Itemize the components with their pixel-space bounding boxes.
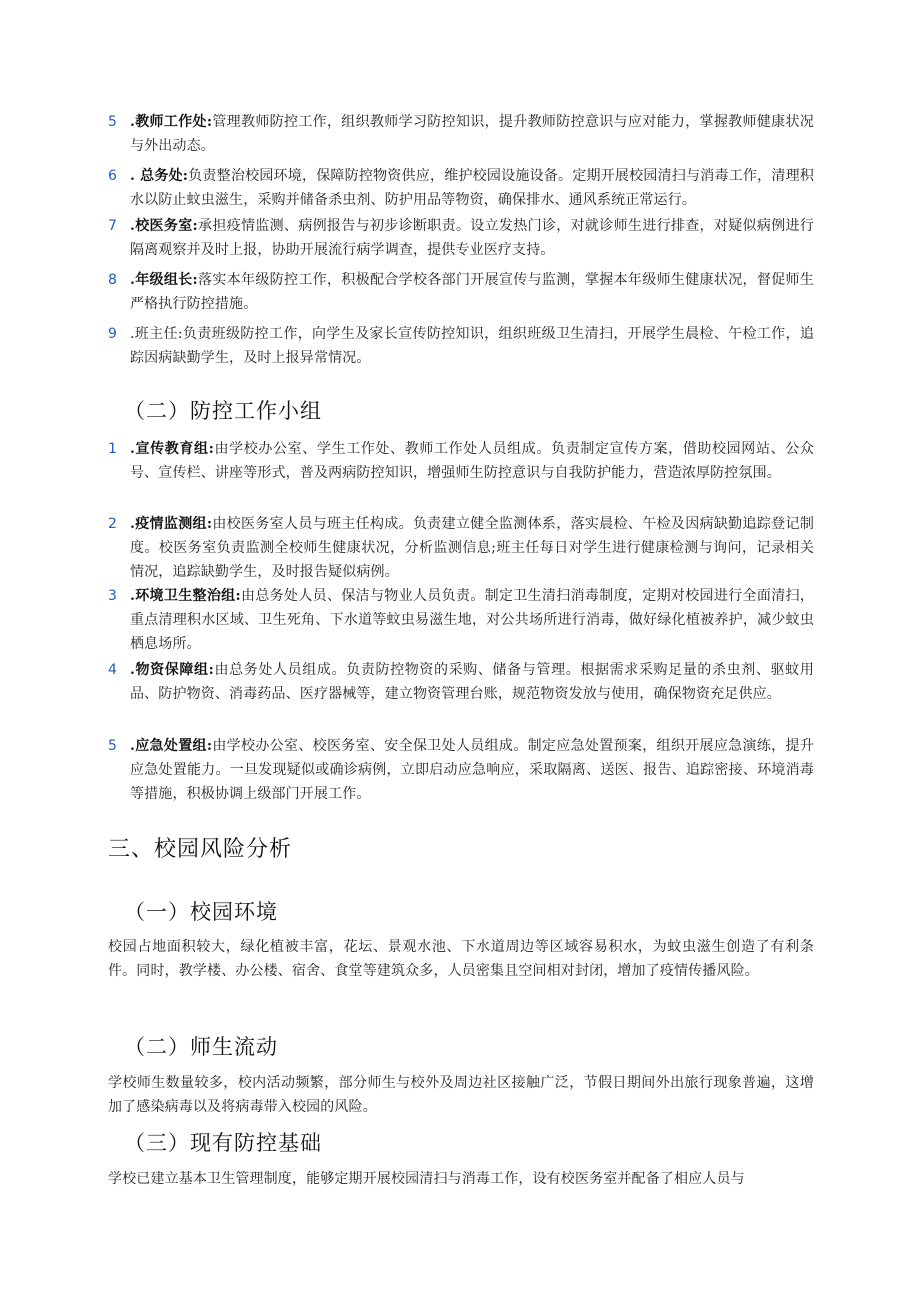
foundation-heading: （三）现有防控基础	[124, 1131, 322, 1155]
item-text: 落实本年级防控工作，积极配合学校各部门开展宣传与监测，掌握本年级师生健康状况，督促师生严格执行防控措施。	[130, 272, 815, 312]
item-text: 班主任:负责班级防控工作，向学生及家长宣传防控知识，组织班级卫生清扫，开展学生晨检、午检工作，追踪因病缺勤学生，及时上报异常情况。	[130, 326, 814, 366]
list-item: 8 .年级组长:落实本年级防控工作，积极配合学校各部门开展宣传与监测，掌握本年级师生健康状况，督促师生严格执行防控措施。	[108, 268, 814, 316]
environment-heading: （一）校园环境	[124, 900, 278, 924]
item-text: 由学校办公室、学生工作处、教师工作处人员组成。负责制定宣传方案，借助校园网站、公众号、宣传栏、讲座等形式，普及两病防控知识，增强师生防控意识与自我防护能力，营造浓厚防控氛围。	[130, 441, 814, 481]
list-number: 5	[108, 114, 117, 130]
list-number: 9	[108, 326, 117, 342]
item-text: 由校医务室人员与班主任构成。负责建立健全监测体系，落实晨检、午检及因病缺勤追踪登记制度。校医务室负责监测全校师生健康状况，分析监测信息;班主任每日对学生进行健康检测与询问，记录相关情况，追踪缺勤学生，及时报告疑似病例。	[130, 516, 814, 580]
item-label: 年级组长:	[135, 272, 198, 288]
list-number: 5	[108, 738, 117, 754]
section-heading: 三、校园风险分析	[108, 837, 293, 862]
item-label: 宣传教育组:	[135, 441, 215, 457]
item-text: 由学校办公室、校医务室、安全保卫处人员组成。制定应急处置预案，组织开展应急演练，提升应急处置能力。一旦发现疑似或确诊病例，立即启动应急响应，采取隔离、送医、报告、追踪密接、环境消毒等措施，积极协调上级部门开展工作。	[130, 738, 814, 802]
item-label: 总务处:	[140, 168, 189, 184]
mobility-heading: （二）师生流动	[124, 1035, 278, 1059]
list-item: 6 . 总务处:负责整治校园环境，保障防控物资供应，维护校园设施设备。定期开展校园清扫与消毒工作，清理积水以防止蚊虫滋生，采购并储备杀虫剂、防护用品等物资，确保排水、通风系统正常运行。	[108, 164, 814, 212]
item-text: 由总务处人员、保洁与物业人员负责。制定卫生清扫消毒制度，定期对校园进行全面清扫，重点清理积水区域、卫生死角、下水道等蚊虫易滋生地，对公共场所进行消毒，做好绿化植被养护，减少蚊虫栖息场所。	[130, 588, 815, 652]
item-text: 承担疫情监测、病例报告与初步诊断职责。设立发热门诊，对就诊师生进行排查，对疑似病例进行隔离观察并及时上报，协助开展流行病学调查，提供专业医疗支持。	[130, 218, 815, 258]
list-item: 5 .应急处置组:由学校办公室、校医务室、安全保卫处人员组成。制定应急处置预案，组织开展应急演练，提升应急处置能力。一旦发现疑似或确诊病例，立即启动应急响应，采取隔离、送医、报告、追踪密接、环境消毒等措施，积极协调上级部门开展工作。	[108, 734, 814, 806]
foundation-paragraph: 学校已建立基本卫生管理制度，能够定期开展校园清扫与消毒工作，设有校医务室并配备了相应人员与	[108, 1171, 745, 1187]
item-label: 物资保障组:	[135, 662, 215, 678]
list-number: 2	[108, 516, 117, 532]
item-label: 教师工作处:	[135, 114, 213, 130]
list-number: 7	[108, 218, 117, 234]
item-label: 疫情监测组:	[135, 516, 213, 532]
list-item: 9 .班主任:负责班级防控工作，向学生及家长宣传防控知识，组织班级卫生清扫，开展学生晨检、午检工作，追踪因病缺勤学生，及时上报异常情况。	[108, 322, 814, 370]
environment-paragraph: 校园占地面积较大，绿化植被丰富，花坛、景观水池、下水道周边等区域容易积水，为蚊虫滋生创造了有利条件。同时，教学楼、办公楼、宿舍、食堂等建筑众多，人员密集且空间相对封闭，增加了疫情传播风险。	[108, 939, 814, 979]
item-text: 由总务处人员组成。负责防控物资的采购、储备与管理。根据需求采购足量的杀虫剂、驱蚊用品、防护物资、消毒药品、医疗器械等，建立物资管理台账，规范物资发放与使用，确保物资充足供应。	[130, 662, 814, 702]
item-text: 负责整治校园环境，保障防控物资供应，维护校园设施设备。定期开展校园清扫与消毒工作，清理积水以防止蚊虫滋生，采购并储备杀虫剂、防护用品等物资，确保排水、通风系统正常运行。	[130, 168, 814, 208]
list-item: 7 .校医务室:承担疫情监测、病例报告与初步诊断职责。设立发热门诊，对就诊师生进行排查，对疑似病例进行隔离观察并及时上报，协助开展流行病学调查，提供专业医疗支持。	[108, 214, 814, 262]
list-item: 4 .物资保障组:由总务处人员组成。负责防控物资的采购、储备与管理。根据需求采购足量的杀虫剂、驱蚊用品、防护物资、消毒药品、医疗器械等，建立物资管理台账，规范物资发放与使用，确保物资充足供应。	[108, 658, 814, 706]
list-number: 1	[108, 441, 117, 457]
list-number: 4	[108, 662, 117, 678]
list-item: 2 .疫情监测组:由校医务室人员与班主任构成。负责建立健全监测体系，落实晨检、午检及因病缺勤追踪登记制度。校医务室负责监测全校师生健康状况，分析监测信息;班主任每日对学生进行健康检测与询问，记录相关情况，追踪缺勤学生，及时报告疑似病例。	[108, 512, 814, 584]
list-number: 8	[108, 272, 117, 288]
list-number: 6	[108, 168, 117, 184]
mobility-paragraph: 学校师生数量较多，校内活动频繁，部分师生与校外及周边社区接触广泛，节假日期间外出旅行现象普遍，这增加了感染病毒以及将病毒带入校园的风险。	[108, 1075, 814, 1115]
list-item: 3 .环境卫生整治组:由总务处人员、保洁与物业人员负责。制定卫生清扫消毒制度，定期对校园进行全面清扫，重点清理积水区域、卫生死角、下水道等蚊虫易滋生地，对公共场所进行消毒，做好绿化植被养护，减少蚊虫栖息场所。	[108, 584, 814, 656]
item-text: 管理教师防控工作，组织教师学习防控知识，提升教师防控意识与应对能力，掌握教师健康状况与外出动态。	[130, 114, 814, 154]
list-item: 1 .宣传教育组:由学校办公室、学生工作处、教师工作处人员组成。负责制定宣传方案，借助校园网站、公众号、宣传栏、讲座等形式，普及两病防控知识，增强师生防控意识与自我防护能力，营造浓厚防控氛围。	[108, 437, 814, 485]
item-label: 校医务室:	[135, 218, 198, 234]
list-item: 5 .教师工作处:管理教师防控工作，组织教师学习防控知识，提升教师防控意识与应对能力，掌握教师健康状况与外出动态。	[108, 110, 814, 158]
list-number: 3	[108, 588, 117, 604]
item-label: 环境卫生整治组:	[135, 588, 241, 604]
groups-heading: （二）防控工作小组	[124, 399, 322, 423]
item-label: 应急处置组:	[135, 738, 213, 754]
